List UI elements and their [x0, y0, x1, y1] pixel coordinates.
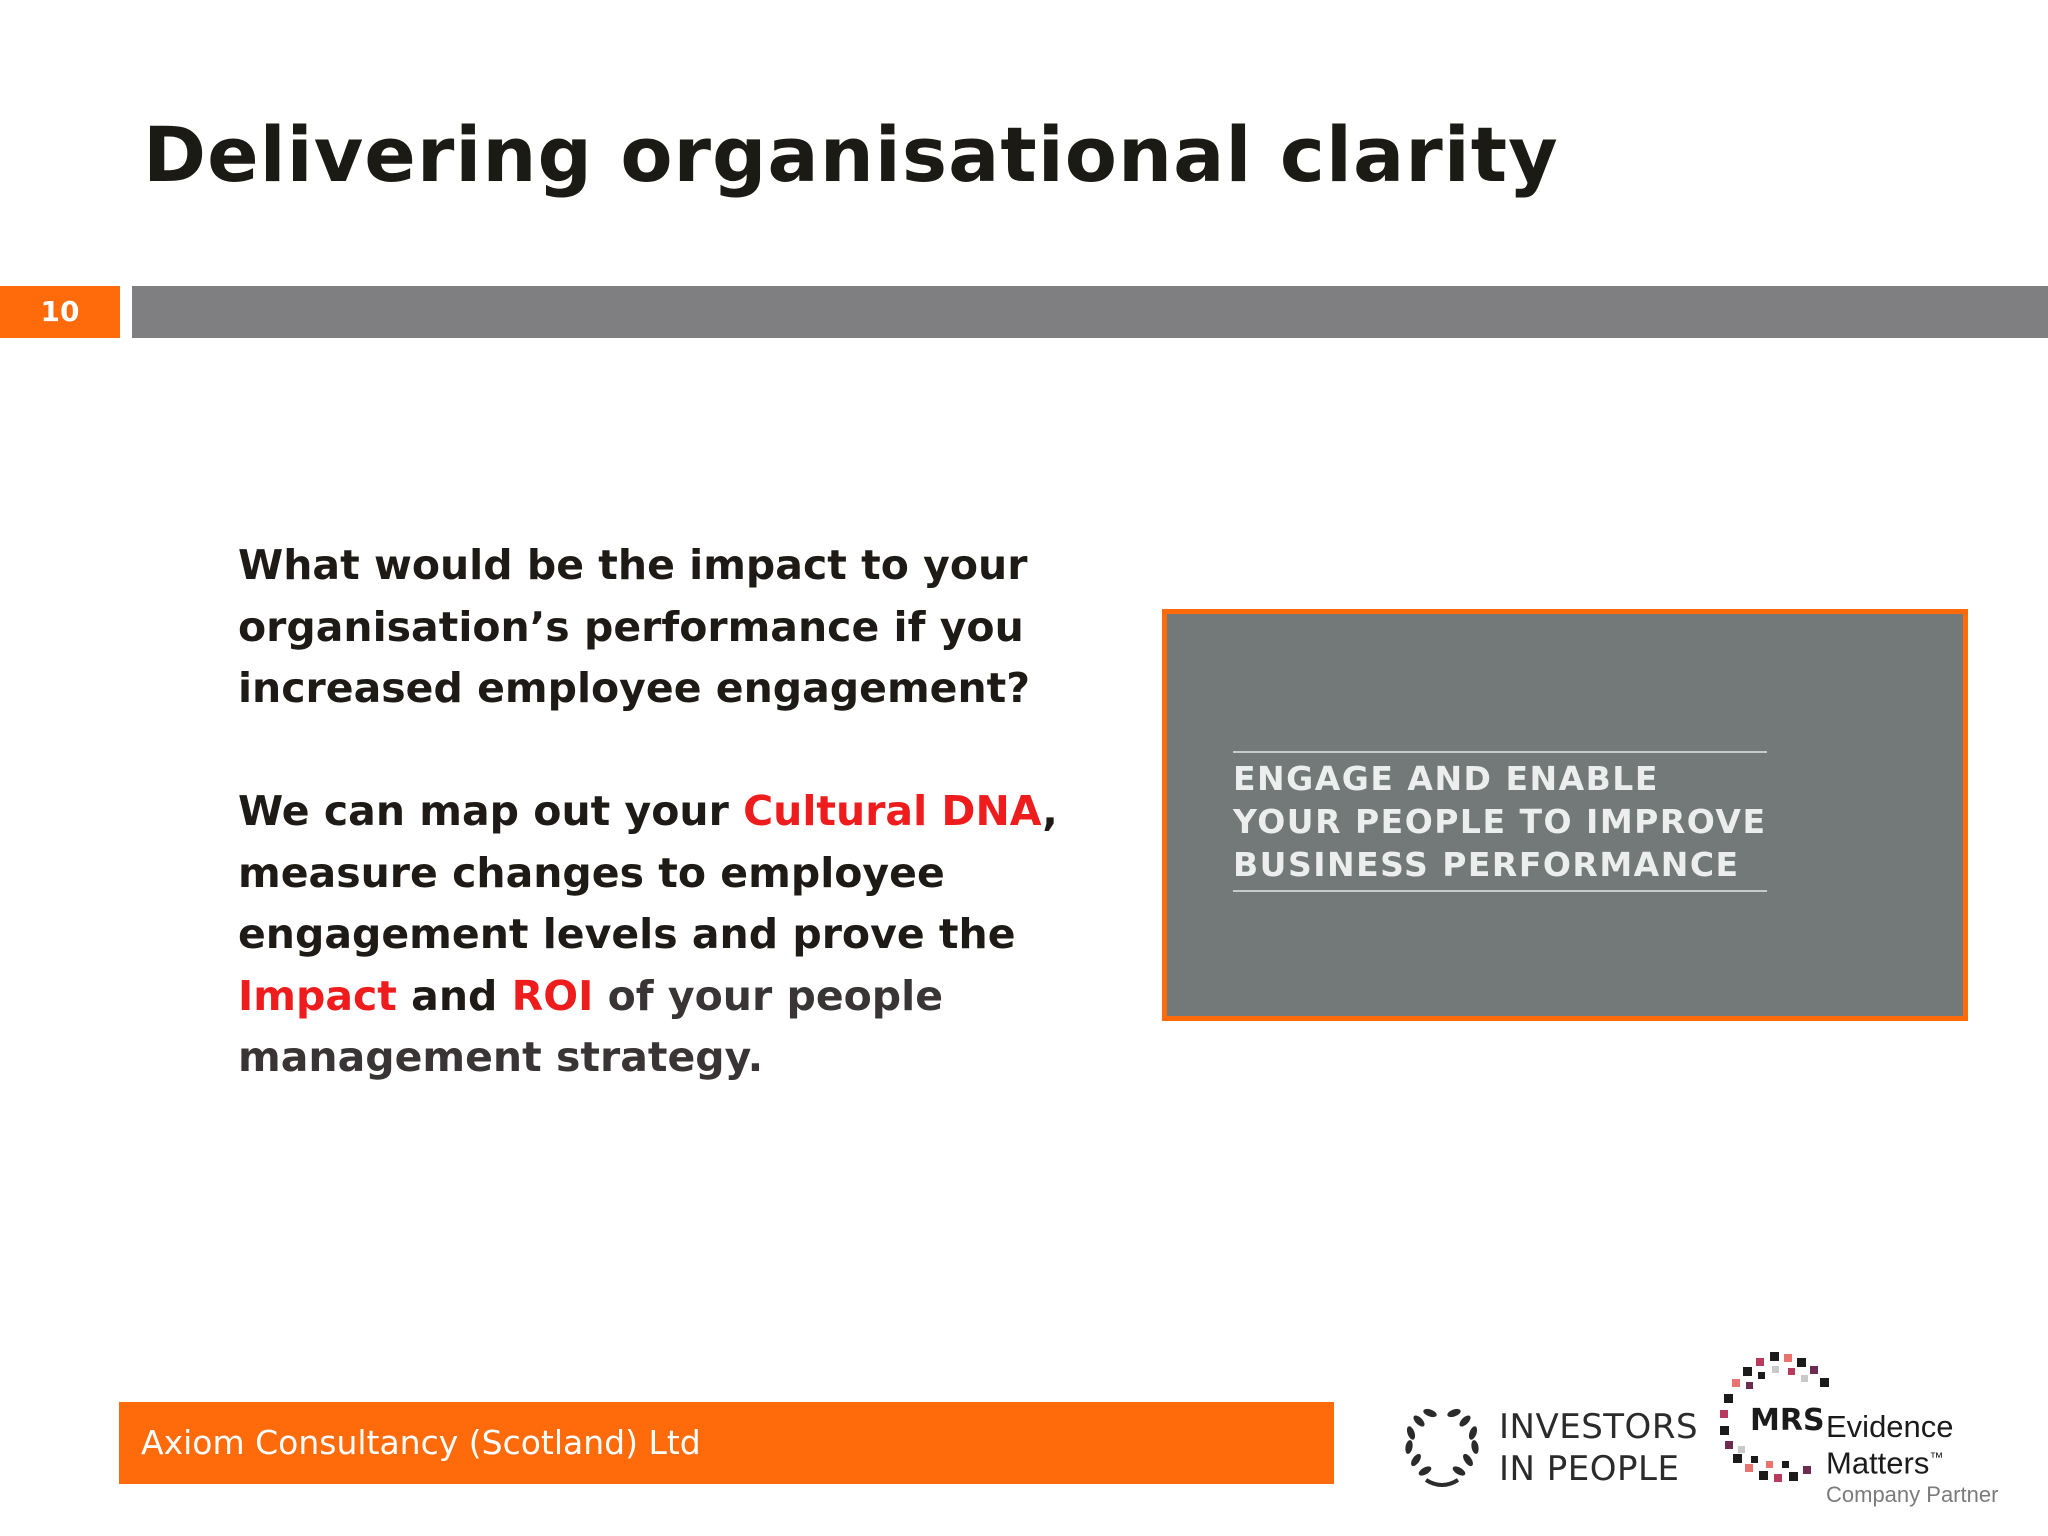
mrs-evidence-matters-text [1826, 1409, 1954, 1481]
question-line: What would be the impact to your [238, 541, 1028, 589]
answer-of-your-people: of your people [593, 971, 944, 1020]
investors-in-people-text [1499, 1406, 1698, 1490]
answer-prefix: We can map out your [238, 787, 744, 835]
impact-highlight: Impact [238, 971, 397, 1020]
mrs-matters-line [1826, 1442, 1954, 1481]
iip-line: INVESTORS [1499, 1407, 1699, 1447]
banner-line: BUSINESS PERFORMANCE [1233, 845, 1740, 884]
mrs-evidence-word: Evidence [1826, 1409, 1954, 1444]
question-line: increased employee engagement? [238, 664, 1031, 712]
banner-line: YOUR PEOPLE TO IMPROVE [1233, 802, 1767, 841]
answer-line: management strategy. [238, 1033, 764, 1081]
title-divider-bar [132, 286, 2048, 338]
footer-bar [119, 1402, 1334, 1484]
iip-line: IN PEOPLE [1499, 1449, 1680, 1489]
answer-line [238, 781, 1058, 843]
answer-and: and [396, 971, 512, 1020]
question-line: organisation’s performance if you [238, 602, 1024, 651]
trademark-symbol: ™ [1929, 1449, 1944, 1465]
roi-highlight: ROI [511, 971, 594, 1020]
slide-title: Delivering organisational clarity [143, 110, 1559, 199]
page-number: 10 [0, 286, 120, 338]
answer-comma: , [1042, 787, 1058, 835]
investors-in-people-logo [1396, 1396, 1699, 1496]
mrs-matters-word: Matters [1826, 1445, 1930, 1481]
mrs-name: MRS [1750, 1403, 1825, 1438]
mrs-evidence-matters-logo [1714, 1350, 2048, 1510]
laurel-wreath-icon [1396, 1400, 1488, 1492]
banner-text [1233, 751, 1767, 892]
answer-line: engagement levels and prove the [238, 910, 1016, 958]
answer-line [238, 966, 1058, 1028]
body-text [238, 535, 1058, 1089]
answer-line: measure changes to employee [238, 848, 945, 897]
banner-line: ENGAGE AND ENABLE [1233, 759, 1659, 798]
engage-banner-image [1162, 609, 1968, 1021]
mrs-company-partner-text: Company Partner [1826, 1482, 1999, 1507]
footer-company-name: Axiom Consultancy (Scotland) Ltd [141, 1423, 701, 1462]
cultural-dna-highlight: Cultural DNA [743, 787, 1043, 835]
paragraph-gap [238, 720, 1058, 782]
